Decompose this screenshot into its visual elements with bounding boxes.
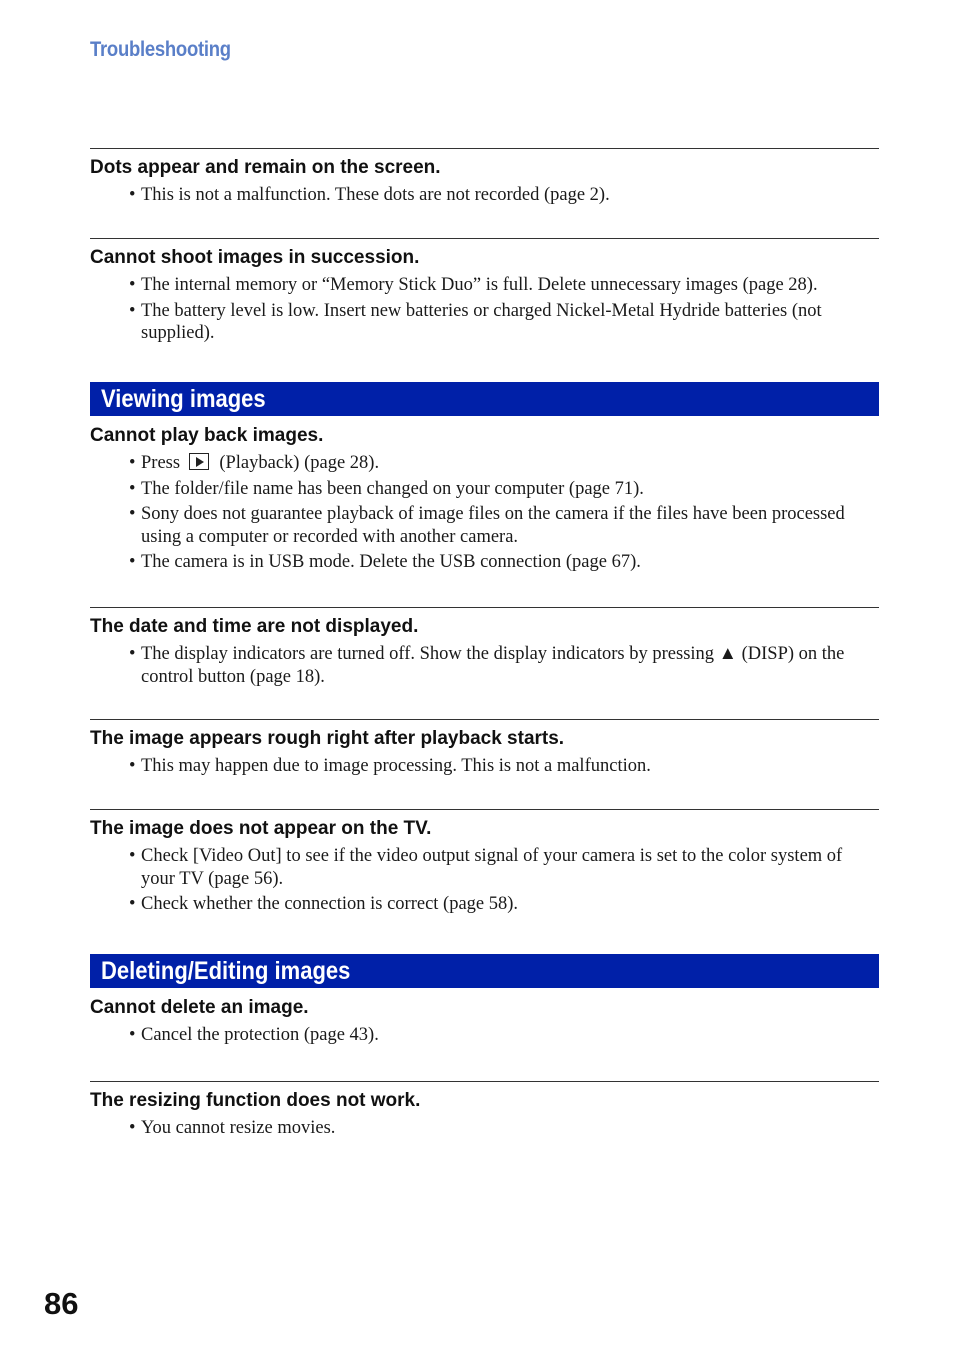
troubleshoot-item: [90, 238, 879, 382]
bullet-list: [90, 274, 879, 345]
troubleshoot-item: [90, 809, 879, 954]
section-banner-viewing: [90, 382, 879, 416]
page-number: 86: [44, 1286, 79, 1321]
section-banner-deleting: [90, 954, 879, 988]
bullet-list: [90, 755, 879, 778]
press-suffix: (Playback) (page 28).: [219, 453, 380, 473]
troubleshoot-item: [90, 988, 879, 1081]
bullet-list: [90, 1117, 879, 1140]
bullet-list: [90, 845, 879, 916]
item-title: The resizing function does not work.: [90, 1090, 421, 1111]
bullet-list: [90, 452, 879, 574]
item-title: The image does not appear on the TV.: [90, 818, 432, 839]
item-title: The date and time are not displayed.: [90, 616, 419, 637]
bullet-item: • Check whether the connection is correct (page 58).: [129, 893, 879, 916]
bullet-item: • The internal memory or “Memory Stick Duo” is full. Delete unnecessary images (page 28).: [129, 274, 879, 297]
bullet-item: • You cannot resize movies.: [129, 1117, 879, 1140]
troubleshoot-item: [90, 416, 879, 607]
troubleshoot-item: [90, 607, 879, 719]
item-title: Cannot play back images.: [90, 425, 324, 446]
bullet-item: • The battery level is low. Insert new batteries or charged Nickel-Metal Hydride batteries (not supplied).: [129, 300, 879, 345]
item-title: Cannot delete an image.: [90, 997, 309, 1018]
troubleshoot-item: [90, 719, 879, 809]
bullet-item: • Cancel the protection (page 43).: [129, 1024, 879, 1047]
banner-label: Deleting/Editing images: [101, 957, 351, 985]
press-prefix: Press: [141, 453, 181, 473]
bullet-item: • Check [Video Out] to see if the video output signal of your camera is set to the color system of your TV (page 56).: [129, 845, 879, 890]
bullet-item: • This may happen due to image processing. This is not a malfunction.: [129, 755, 879, 778]
bullet-item: • The display indicators are turned off. Show the display indicators by pressing ▲ (DISP) on the control button (page 18).: [129, 643, 879, 688]
page-content: [90, 148, 879, 1169]
bullet-list: [90, 1024, 879, 1047]
item-title: The image appears rough right after playback starts.: [90, 728, 565, 749]
troubleshoot-item: [90, 148, 879, 238]
running-head: Troubleshooting: [90, 38, 231, 61]
troubleshoot-item: [90, 1081, 879, 1169]
bullet-item: • This is not a malfunction. These dots are not recorded (page 2).: [129, 184, 879, 207]
banner-label: Viewing images: [101, 385, 266, 413]
bullet-item: • The folder/file name has been changed on your computer (page 71).: [129, 478, 879, 501]
playback-icon: [189, 453, 209, 470]
bullet-list: [90, 184, 879, 207]
bullet-item: [129, 452, 879, 475]
bullet-item: • Sony does not guarantee playback of image files on the camera if the files have been processed using a computer or recorded with another camera.: [129, 503, 879, 548]
item-title: Dots appear and remain on the screen.: [90, 157, 441, 178]
bullet-item: • The camera is in USB mode. Delete the USB connection (page 67).: [129, 551, 879, 574]
item-title: Cannot shoot images in succession.: [90, 247, 420, 268]
bullet-list: [90, 643, 879, 688]
